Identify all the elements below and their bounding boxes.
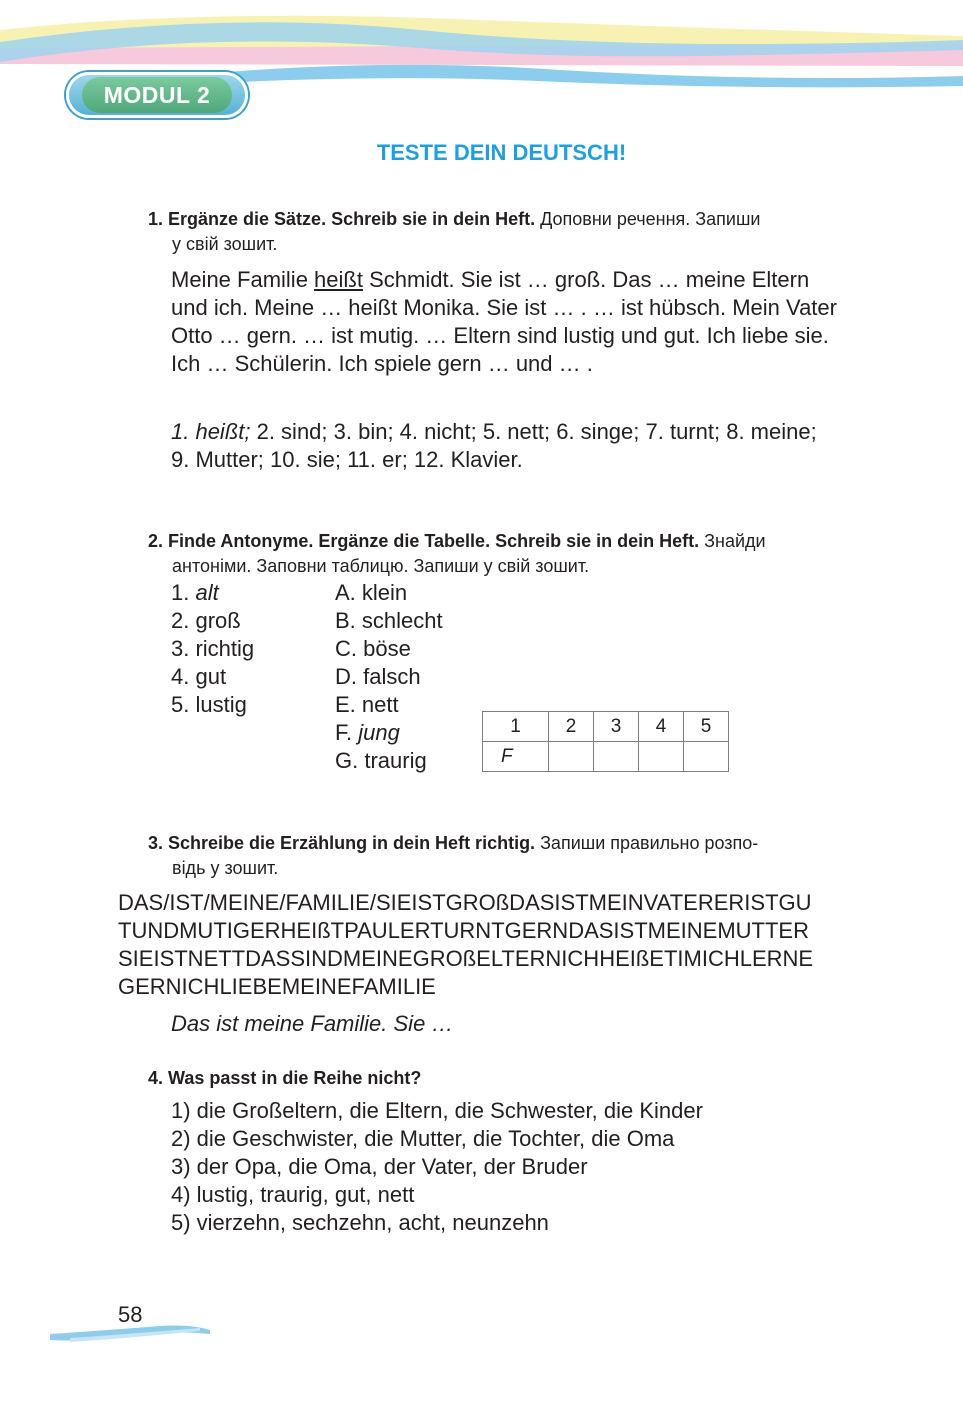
list-item: 2) die Geschwister, die Mutter, die Tochter, die Oma (171, 1126, 675, 1151)
list-item: G. traurig (335, 748, 427, 773)
list-item: A. klein (335, 580, 408, 605)
footer-wave-decoration (50, 1320, 210, 1350)
page-title: TESTE DEIN DEUTSCH! (376, 140, 627, 165)
task1-translation: Доповни речення. Запиши (535, 209, 761, 229)
table-answer-cell (639, 742, 684, 772)
text-line: und ich. Meine … heißt Monika. Sie ist … . … ist hübsch. Mein Vater (171, 295, 837, 320)
list-item: 4) lustig, traurig, gut, nett (171, 1182, 415, 1207)
list-item: 5) vierzehn, sechzehn, acht, neunzehn (171, 1210, 549, 1235)
text-line: Otto … gern. … ist mutig. … Eltern sind lustig und gut. Ich liebe sie. (171, 323, 829, 348)
list-item: 4. gut (171, 664, 227, 689)
antonym-left-list (171, 579, 254, 719)
table-header-cell: 1 (483, 712, 549, 742)
text-fragment: Meine Familie (171, 267, 315, 292)
module-badge (66, 72, 248, 118)
table-header-cell: 5 (684, 712, 729, 742)
text-line: SIEISTNETTDASSINDMEINEGROßELTERNICHHEIßETIMICHLERNE (118, 946, 814, 971)
list-item: 1. alt (171, 580, 219, 605)
list-item: F. jung (335, 720, 400, 745)
list-item: 3) der Opa, die Oma, der Vater, der Bruder (171, 1154, 588, 1179)
word-bank-rest: 2. sind; 3. bin; 4. nicht; 5. nett; 6. singe; 7. turnt; 8. meine; (250, 419, 817, 444)
task1-instruction (148, 207, 888, 257)
list-item: D. falsch (335, 664, 421, 689)
text-line: DAS/IST/MEINE/FAMILIE/SIEISTGROßDASISTMEINVATERERISTGU (118, 890, 812, 915)
text-line: TUNDMUTIGERHEIßTPAULERTURNTGERNDASISTMEINEMUTTER (118, 918, 809, 943)
antonym-right-list (335, 579, 443, 775)
task3-heading: 3. Schreibe die Erzählung in dein Heft richtig. (148, 833, 536, 853)
list-item: 3. richtig (171, 636, 255, 661)
list-item: E. nett (335, 692, 399, 717)
module-label: MODUL 2 (82, 77, 232, 113)
word-bank-first: 1. heißt; (171, 419, 251, 444)
task3-translation: Запиши правильно розпо- (535, 833, 759, 853)
task4-instruction (148, 1066, 888, 1091)
task1-heading: 1. Ergänze die Sätze. Schreib sie in dein Heft. (148, 209, 536, 229)
task2-translation-cont: антоніми. Заповни таблицю. Запиши у свій зошит. (172, 556, 590, 576)
table-header-cell: 3 (594, 712, 639, 742)
task4-heading: 4. Was passt in die Reihe nicht? (148, 1068, 422, 1088)
list-item: 2. groß (171, 608, 241, 633)
text-fragment: Schmidt. Sie ist … groß. Das … meine Eltern (362, 267, 810, 292)
table-answer-cell (549, 742, 594, 772)
underlined-example-word: heißt (314, 267, 363, 292)
page-number: 58 (118, 1302, 143, 1327)
table-answer-cell: F (483, 742, 549, 772)
task4-list (171, 1097, 891, 1237)
table-header-cell: 2 (549, 712, 594, 742)
list-item: 1) die Großeltern, die Eltern, die Schwester, die Kinder (171, 1098, 703, 1123)
text-line: Ich … Schülerin. Ich spiele gern … und … . (171, 351, 593, 376)
table-answer-cell (594, 742, 639, 772)
task3-letter-chain (118, 889, 898, 1001)
text-line: GERNICHLIEBEMEINEFAMILIE (118, 974, 436, 999)
task1-word-bank (171, 418, 891, 474)
list-item: C. böse (335, 636, 411, 661)
word-bank-line: 9. Mutter; 10. sie; 11. er; 12. Klavier. (171, 447, 523, 472)
task2-translation: Знайди (699, 531, 766, 551)
table-answer-row (483, 742, 729, 772)
table-header-row (483, 712, 729, 742)
table-header-cell: 4 (639, 712, 684, 742)
task2-heading: 2. Finde Antonyme. Ergänze die Tabelle. Schreib sie in dein Heft. (148, 531, 700, 551)
list-item: 5. lustig (171, 692, 247, 717)
task3-translation-cont: відь у зошит. (172, 858, 279, 878)
task1-translation-cont: у свій зошит. (172, 234, 278, 254)
list-item: B. schlecht (335, 608, 443, 633)
task3-instruction (148, 831, 888, 881)
answer-table (482, 711, 729, 772)
task1-gap-text (171, 266, 891, 378)
table-answer-cell (684, 742, 729, 772)
task3-example: Das ist meine Familie. Sie … (171, 1011, 454, 1036)
task2-instruction (148, 529, 888, 579)
